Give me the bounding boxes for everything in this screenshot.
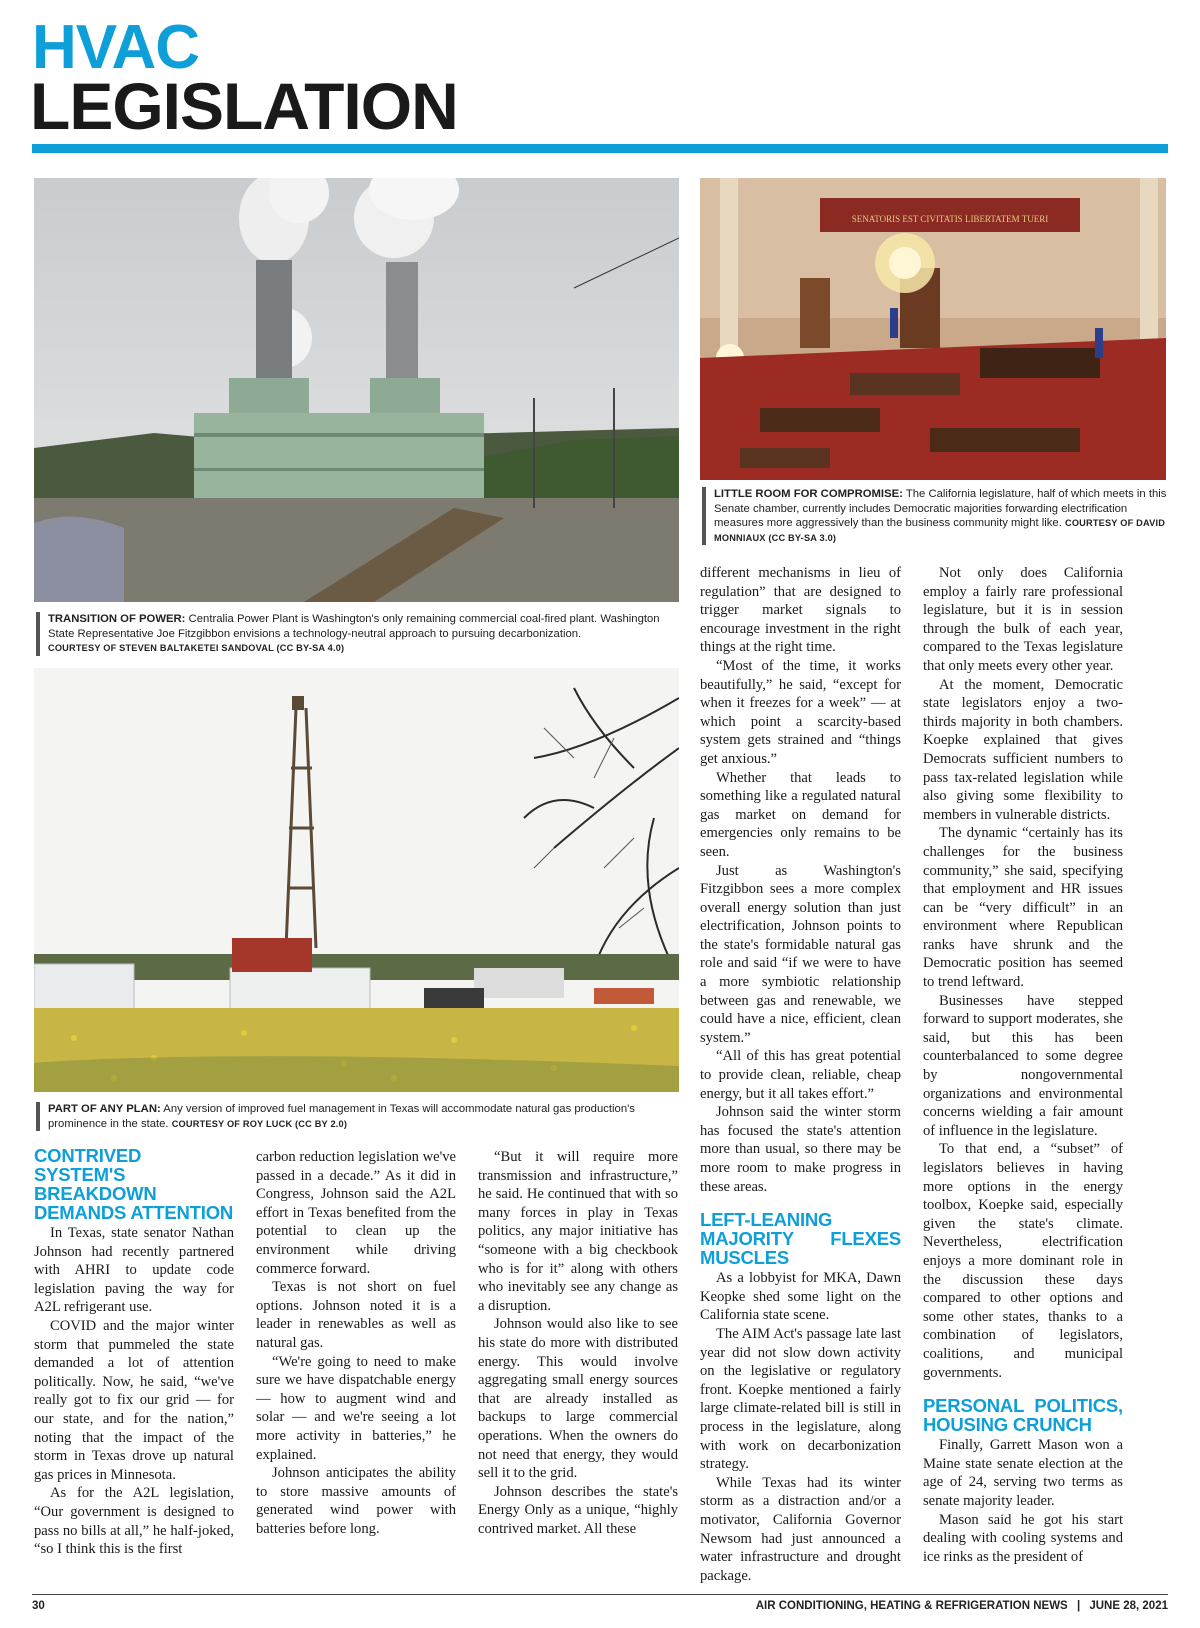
photo-credit: COURTESY OF ROY LUCK (CC BY 2.0) <box>171 1118 348 1129</box>
caption-text: The California legislature, half of which meets in this Senate chamber, currently includes Democratic majorities forwarding electrification measures more aggressively than the business community might like. <box>714 488 1167 529</box>
caption-head: PART OF ANY PLAN: <box>48 1103 161 1115</box>
photo-caption-power-plant <box>36 612 688 656</box>
caption-head: TRANSITION OF POWER: <box>48 613 186 625</box>
body-paragraph: The dynamic “certainly has its challenges for the business community,” she said, specifying that employment and HR issues can be “very difficult” in an environment where Republican ranks have shrunk and the Democratic position has seemed to trend leftward. <box>923 825 1123 991</box>
photo-credit: COURTESY OF DAVID MONNIAUX (CC BY-SA 3.0) <box>714 518 1166 543</box>
page-number: 30 <box>32 1600 45 1612</box>
body-paragraph: Not only does California employ a fairly rare professional legislature, but it is in session through the bulk of each year, compared to the Texas legislature that only meets every other year. <box>923 565 1123 674</box>
power-plant-photo <box>34 178 679 602</box>
page-title: LEGISLATION <box>30 69 458 143</box>
footer-rule <box>32 1594 1168 1595</box>
body-paragraph: As for the A2L legislation, “Our government is designed to pass no bills at all,” he half-joked, “so I think this is the first <box>34 1485 234 1558</box>
body-paragraph: Mason said he got his start dealing with cooling systems and ice rinks as the president of <box>923 1511 1123 1565</box>
header-rule <box>32 144 1168 153</box>
photo-caption-senate <box>702 487 1172 545</box>
senate-chamber-photo <box>700 178 1166 480</box>
body-paragraph: At the moment, Democratic state legislators enjoy a two-thirds majority in both chambers. Koepke explained that gives Democrats sufficient numbers to pass tax-related legislation while also giving some flexibility to members in vulnerable districts. <box>923 676 1123 823</box>
subhead-personal-politics: PERSONAL POLITICS, HOUSING CRUNCH <box>923 1395 1123 1436</box>
photo-caption-drilling <box>36 1102 688 1131</box>
body-paragraph: Whether that leads to something like a regulated natural gas market on demand for emergencies only remains to be seen. <box>700 769 901 860</box>
body-paragraph: Just as Washington's Fitzgibbon sees a more complex overall energy solution than just electrification, Johnson points to the state's formidable natural gas role and said “if we were to have a more symbiotic relationship between gas and renewable, we could have a nice, efficient, clean system.” <box>700 862 901 1046</box>
body-paragraph: Texas is not short on fuel options. Johnson noted it is a leader in renewables as well as natural gas. <box>256 1279 456 1351</box>
body-paragraph: As a lobbyist for MKA, Dawn Keopke shed some light on the California state scene. <box>700 1270 901 1324</box>
footer-separator: | <box>1076 1600 1081 1612</box>
body-paragraph: Johnson describes the state's Energy Only as a unique, “highly contrived market. All these <box>478 1483 678 1537</box>
article-column-3 <box>478 1148 678 1538</box>
publication-name: AIR CONDITIONING, HEATING & REFRIGERATION NEWS <box>755 1600 1068 1612</box>
caption-head: LITTLE ROOM FOR COMPROMISE: <box>714 488 903 500</box>
body-paragraph: “Most of the time, it works beautifully,” he said, “except for when it freezes for a week” — at which point a scarcity-based system gets strained and “things get anxious.” <box>700 657 901 767</box>
body-paragraph: Johnson would also like to see his state do more with distributed energy. This would involve aggregating small energy sources that are already installed as backups to large commercial operations. When the owners do not need that energy, they would sell it to the grid. <box>478 1316 678 1482</box>
body-paragraph: “But it will require more transmission and infrastructure,” he said. He continued that with so many forces in play in Texas politics, any major initiative has “someone with a big checkbook who is for it” along with others who inevitably see any change as a disruption. <box>478 1149 678 1314</box>
body-paragraph: “We're going to need to make sure we have dispatchable energy — how to augment wind and solar — and we're seeing a lot more activity in batteries,” he explained. <box>256 1353 456 1463</box>
body-paragraph: carbon reduction legislation we've passed in a decade.” As it did in Congress, Johnson said the A2L effort in Texas benefited from the potential to clean up the environment while driving commerce forward. <box>256 1149 456 1277</box>
body-paragraph: COVID and the major winter storm that pummeled the state demanded a lot of attention politically. Now, he said, “we've really got to fix our grid — for our state, and for the nation,” noting that the impact of the storm in Texas drove up natural gas prices in Minnesota. <box>34 1317 234 1483</box>
body-paragraph: Businesses have stepped forward to support moderates, she said, but this has been counterbalanced to some degree by nongovernmental organizations and environmental concerns wielding a fair amount of influence in the legislature. <box>923 992 1123 1139</box>
caption-text: Any version of improved fuel management in Texas will accommodate natural gas production's prominence in the state. <box>48 1103 635 1130</box>
body-paragraph: different mechanisms in lieu of regulation” that are designed to trigger market signals to encourage investment in the right things at the right time. <box>700 565 901 656</box>
body-paragraph: In Texas, state senator Nathan Johnson had recently partnered with AHRI to update code legislation paving the way for A2L refrigerant use. <box>34 1225 234 1316</box>
chamber-inscription: SENATORIS EST CIVITATIS LIBERTATEM TUERI <box>851 214 1049 224</box>
subhead-left-leaning-majority: LEFT-LEANING MAJORITY FLEXES MUSCLES <box>700 1209 901 1269</box>
caption-text: Centralia Power Plant is Washington's only remaining commercial coal-fired plant. Washington State Representative Joe Fitzgibbon envisions a technology-neutral approach to pursuing decarbonization. <box>48 613 660 640</box>
article-column-1 <box>34 1146 234 1559</box>
body-paragraph: To that end, a “subset” of legislators believes in having more options in the energy toolbox, Koepke said, especially given the state's climate. Nevertheless, electrification enjoys a more dominant role in the discussion these days compared to other options and some other states, thanks to a combination of legislators, coalitions, and municipal governments. <box>923 1141 1123 1381</box>
body-paragraph: Johnson anticipates the ability to store massive amounts of generated wind power with batteries before long. <box>256 1465 456 1537</box>
article-column-5 <box>923 564 1123 1566</box>
body-paragraph: “All of this has great potential to provide clean, reliable, cheap energy, but it all takes effort.” <box>700 1048 901 1102</box>
article-column-2 <box>256 1148 456 1538</box>
drilling-rig-photo <box>34 668 679 1092</box>
body-paragraph: Johnson said the winter storm has focused the state's attention more than usual, so there may be more room to make progress in these areas. <box>700 1104 901 1195</box>
subhead-contrived-system: CONTRIVED SYSTEM'S BREAKDOWN DEMANDS ATTENTION <box>34 1145 234 1223</box>
body-paragraph: The AIM Act's passage late last year did not slow down activity on the legislative or regulatory front. Koepke mentioned a fairly large climate-related bill is still in process in the legislature, along with work on decarbonization strategy. <box>700 1325 901 1473</box>
body-paragraph: While Texas had its winter storm as a distraction and/or a motivator, California Governor Newsom had just announced a water infrastructure and drought package. <box>700 1474 901 1584</box>
section-kicker: HVAC <box>32 13 200 82</box>
photo-credit: COURTESY OF STEVEN BALTAKETEI SANDOVAL (CC BY-SA 4.0) <box>48 643 345 653</box>
issue-date: JUNE 28, 2021 <box>1089 1600 1168 1612</box>
article-column-4 <box>700 564 901 1585</box>
body-paragraph: Finally, Garrett Mason won a Maine state senate election at the age of 24, serving two terms as senate majority leader. <box>923 1437 1123 1509</box>
publication-footer <box>756 1600 1168 1612</box>
